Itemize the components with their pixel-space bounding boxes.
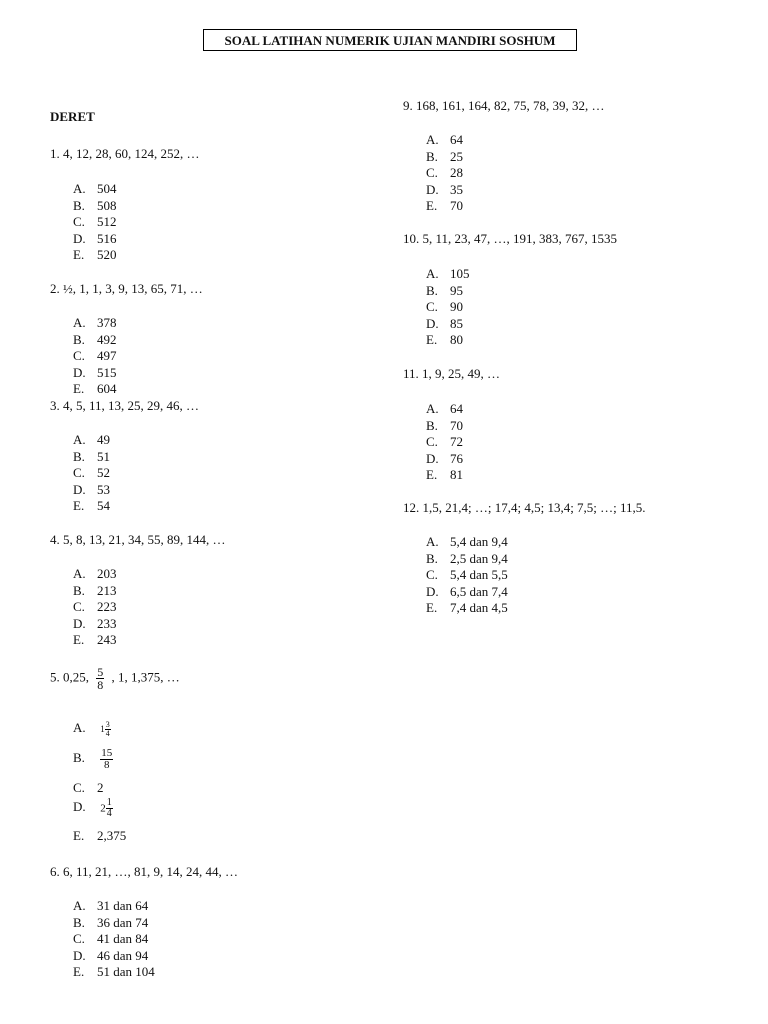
option-3b: B. 51 [73, 448, 110, 464]
section-heading: DERET [50, 109, 95, 124]
question-4: 4. 5, 8, 13, 21, 34, 55, 89, 144, … [50, 532, 226, 547]
question-5-suffix: , 1, 1,375, … [111, 669, 180, 685]
option-6b: B. 36 dan 74 [73, 914, 149, 930]
option-3e: E. 54 [73, 498, 110, 513]
options-q4 [73, 566, 117, 649]
fraction-one-quarter: $\frac{1}{4}$ [106, 797, 112, 819]
option-9d: D. 35 [426, 181, 463, 197]
options-q12 [426, 534, 508, 617]
fraction-five-eighths: $\frac{5}{8}$ [97, 665, 104, 692]
question-9: 9. 168, 161, 164, 82, 75, 78, 39, 32, … [403, 98, 605, 113]
option-6c: C. 41 dan 84 [73, 931, 149, 946]
document-title: SOAL LATIHAN NUMERIK UJIAN MANDIRI SOSHUM [203, 29, 577, 51]
option-3a: A. 49 [73, 432, 110, 447]
option-11b: B. 70 [426, 417, 463, 433]
option-5a: A. 1 $\frac{3}{4}$ [73, 719, 110, 738]
option-12a: A. 5,4 dan 9,4 [426, 534, 508, 549]
option-12e: E. 7,4 dan 4,5 [426, 600, 508, 615]
option-11e: E. 81 [426, 467, 463, 482]
option-4e: E. 243 [73, 632, 117, 647]
question-5-prefix: 5. 0,25, [50, 669, 89, 685]
option-11a: A. 64 [426, 401, 463, 416]
option-1e: E. 520 [73, 247, 117, 262]
option-11d: D. 76 [426, 450, 463, 466]
option-4c: C. 223 [73, 599, 117, 614]
options-q6 [73, 898, 155, 981]
options-q11 [426, 401, 463, 484]
options-q10 [426, 266, 470, 349]
option-9c: C. 28 [426, 165, 463, 180]
question-12: 12. 1,5, 21,4; …; 17,4; 4,5; 13,4; 7,5; …; 11,5. [403, 500, 646, 515]
question-10: 10. 5, 11, 23, 47, …, 191, 383, 767, 1535 [403, 231, 618, 246]
option-11c: C. 72 [426, 434, 463, 449]
option-6e: E. 51 dan 104 [73, 964, 155, 979]
option-10c: C. 90 [426, 299, 463, 314]
option-9e: E. 70 [426, 198, 463, 213]
question-2: 2. ½, 1, 1, 3, 9, 13, 65, 71, … [50, 281, 203, 296]
option-10b: B. 95 [426, 282, 463, 298]
option-5c: C. 2 [73, 780, 104, 795]
option-1c: C. 512 [73, 214, 117, 229]
option-2d: D. 515 [73, 364, 117, 380]
option-12c: C. 5,4 dan 5,5 [426, 567, 508, 582]
option-1a: A. 504 [73, 181, 117, 196]
option-4b: B. 213 [73, 582, 117, 598]
option-6d: D. 46 dan 94 [73, 947, 149, 963]
options-q9 [426, 132, 463, 215]
option-3d: D. 53 [73, 481, 110, 497]
option-9b: B. 25 [426, 148, 463, 164]
option-1b: B. 508 [73, 197, 117, 213]
option-9a: A. 64 [426, 132, 463, 147]
option-5e: E. 2,375 [73, 828, 127, 843]
option-4d: D. 233 [73, 615, 117, 631]
option-12d: D. 6,5 dan 7,4 [426, 583, 508, 599]
option-10a: A. 105 [426, 266, 470, 281]
options-q3 [73, 432, 110, 515]
question-6: 6. 6, 11, 21, …, 81, 9, 14, 24, 44, … [50, 864, 239, 879]
option-1d: D. 516 [73, 230, 117, 246]
options-q2 [73, 315, 117, 398]
option-4a: A. 203 [73, 566, 117, 581]
option-10d: D. 85 [426, 315, 463, 331]
option-12b: B. 2,5 dan 9,4 [426, 550, 508, 566]
question-3: 3. 4, 5, 11, 13, 25, 29, 46, … [50, 398, 200, 413]
question-11: 11. 1, 9, 25, 49, … [403, 366, 501, 381]
option-2e: E. 604 [73, 381, 117, 396]
option-5b: B. $\frac{15}{8}$ [73, 747, 113, 771]
option-2b: B. 492 [73, 331, 117, 347]
fraction-fifteen-eighths: $\frac{15}{8}$ [101, 747, 113, 771]
option-5d: D. 2 $\frac{1}{4}$ [73, 797, 112, 819]
option-2c: C. 497 [73, 348, 117, 363]
question-1: 1. 4, 12, 28, 60, 124, 252, … [50, 146, 200, 161]
option-2a: A. 378 [73, 315, 117, 330]
option-10e: E. 80 [426, 332, 463, 347]
option-6a: A. 31 dan 64 [73, 898, 149, 913]
question-5 [50, 666, 180, 691]
fraction-three-quarters: $\frac{3}{4}$ [105, 719, 110, 738]
options-q1 [73, 181, 117, 264]
options-q5 [73, 720, 126, 844]
option-3c: C. 52 [73, 465, 110, 480]
